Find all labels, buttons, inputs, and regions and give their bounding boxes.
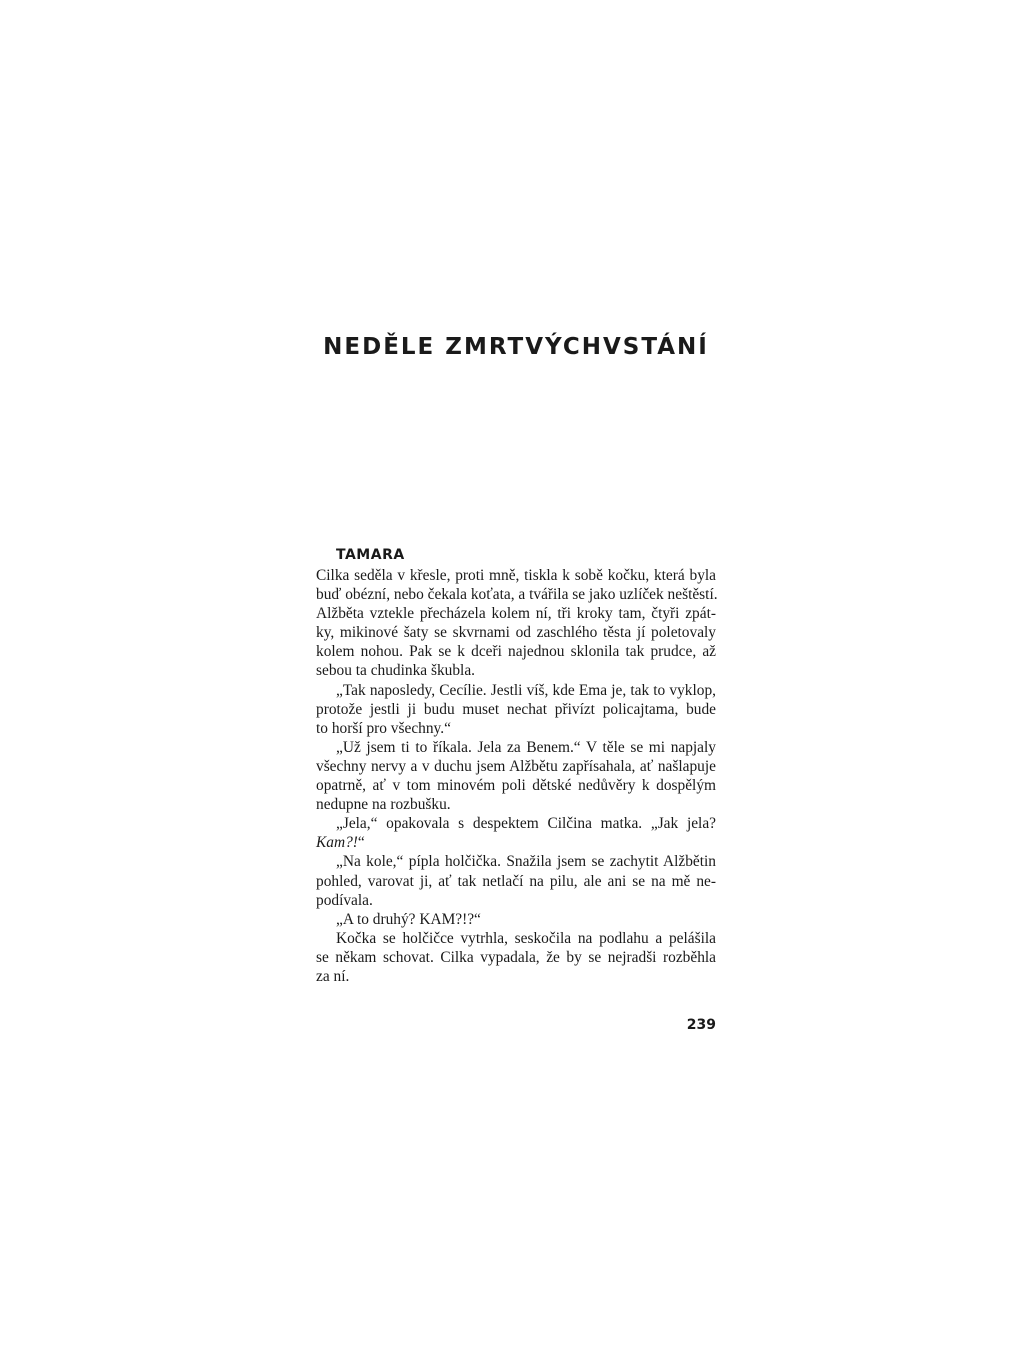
text-line: ky, mikinové šaty se skvrnami od zaschlého těsta jí poletovaly — [316, 624, 716, 642]
text-line: protože jestli ji budu muset nechat přivízt policajtama, bude — [316, 700, 716, 718]
text-line: Alžběta vztekle přecházela kolem ní, tři kroky tam, čtyři zpát- — [316, 605, 716, 623]
text-fragment: “ — [357, 834, 365, 852]
italic-text: Kam?! — [316, 834, 358, 852]
text-line: opatrně, ať v tom minovém poli dětské nedůvěry k dospělým — [316, 777, 716, 795]
text-line: „Už jsem ti to říkala. Jela za Benem.“ V těle se mi napjaly — [336, 738, 716, 756]
text-line: podívala. — [316, 891, 373, 909]
text-line: kolem nohou. Pak se k dceři najednou sklonila tak prudce, až — [316, 643, 716, 661]
text-line: za ní. — [316, 967, 350, 985]
text-line: buď obézní, nebo čekala koťata, a tvářila se jako uzlíček neštěstí. — [316, 586, 718, 604]
text-line: „A to druhý? KAM?!?“ — [336, 910, 481, 928]
section-heading: TAMARA — [336, 547, 405, 563]
text-line: Kočka se holčičce vytrhla, seskočila na podlahu a pelášila — [336, 929, 716, 947]
text-line: Cilka seděla v křesle, proti mně, tiskla k sobě kočku, která byla — [316, 567, 716, 584]
text-line: „Jela,“ opakovala s despektem Cilčina matka. „Jak jela? — [336, 815, 716, 833]
text-line: pohled, varovat ji, ať tak netlačí na pilu, ale ani se na mě ne- — [316, 872, 716, 890]
text-line: nedupne na rozbušku. — [316, 796, 451, 814]
text-line — [316, 833, 716, 852]
text-line: sebou ta chudinka škubla. — [316, 662, 476, 680]
text-line: „Na kole,“ pípla holčička. Snažila jsem se zachytit Alžbětin — [336, 853, 716, 871]
text-line: všechny nervy a v duchu jsem Alžbětu zapřísahala, ať našlapuje — [316, 757, 716, 775]
text-line: to horší pro všechny.“ — [316, 719, 451, 737]
chapter-title: NEDĚLE ZMRTVÝCHVSTÁNÍ — [323, 334, 709, 360]
page-number: 239 — [686, 1017, 716, 1033]
text-line: se někam schovat. Cilka vypadala, že by se nejradši rozběhla — [316, 948, 716, 966]
text-line: „Tak naposledy, Cecílie. Jestli víš, kde Ema je, tak to vyklop, — [336, 681, 716, 699]
body-text — [316, 566, 716, 986]
